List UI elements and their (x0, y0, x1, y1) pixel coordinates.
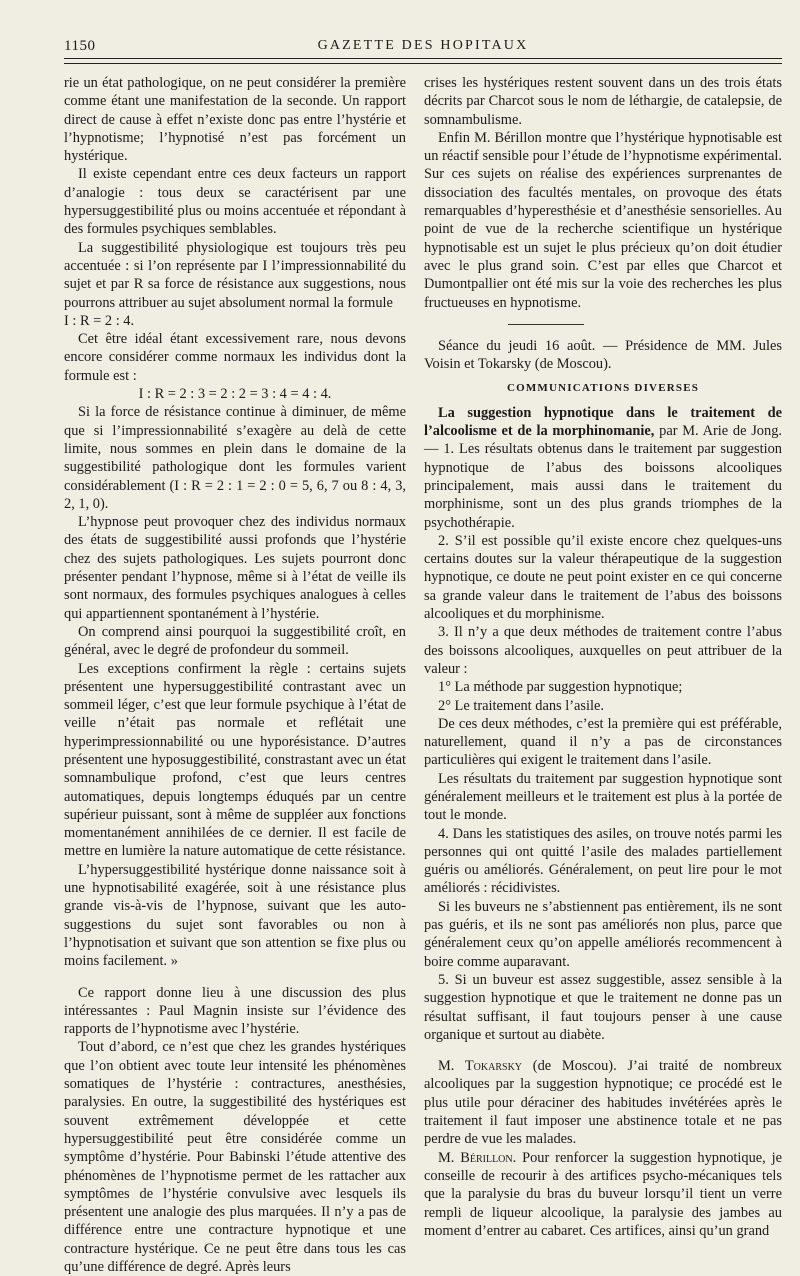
left-column (64, 74, 406, 1276)
paragraph: Il existe cependant entre ces deux facteurs un rapport d’analogie : tous deux se caractérisent par une hypersuggestibilité plus ou moins accentuée et répondant à des formules psychiques semblables. (64, 166, 406, 238)
right-column (424, 74, 782, 1240)
discussion-tokarsky (424, 1057, 782, 1148)
page-header (64, 34, 782, 56)
section-divider (508, 324, 584, 325)
paragraph: rie un état pathologique, on ne peut considérer la première comme étant une manifestation de la seconde. Un rapport direct de cause à effet n’existe donc pas entre l’hystérie et l’hypnotisme; l’hypnotisé n’est pas forcément un hystérique. (64, 75, 406, 165)
paragraph: L’hypersuggestibilité hystérique donne naissance soit à une hypnotisabilité exagérée, soit à une résistance plus grande vis-à-vis de l’hypnose, suivant que les auto-suggestions du sujet sont favorables ou non à l’hypnotisation et suivant que son attention se fixe plus ou moins facilement. » (64, 861, 406, 970)
paragraph: 4. Dans les statistiques des asiles, on trouve notés parmi les personnes qui ont quitté l’asile des malades partiellement guéris ou améliorés. Généralement, on peut lire pour le mot améliorés : récidivistes. (424, 825, 782, 897)
paragraph: Si la force de résistance continue à diminuer, de même que si l’impressionnabilité s’exagère au delà de cette limite, nous sommes en plein dans le domaine de la suggestibilité pathologique dont les formules varient considérablement (I : R = 2 : 1 = 2 : 0 = 5, 6, 7 ou 8 : 4, 3, 2, 1, 0). (64, 404, 406, 512)
paragraph: Si les buveurs ne s’abstiennent pas entièrement, ils ne sont pas guéris, et ils ne sont pas améliorés non plus, parce que généralement ceux qu’on appelle améliorés recommencent à boire comme auparavant. (424, 898, 782, 970)
communication-title-text: La suggestion hypnotique dans le traitement de l’alcoolisme et de la morphinomanie, (424, 404, 782, 440)
running-title: GAZETTE DES HOPITAUX (317, 38, 529, 53)
paragraph: Les exceptions confirment la règle : certains sujets présentent une hypersuggestibilité contrastant avec un sommeil léger, c’est que leur formule psychique à l’état de veille n’était pas normale et reflétait une hyperimpressionnabilité ou une hyporésistance. D’autres présentent une hyposuggestibilité, constrastant avec un état somnambulique profond, c’est que leurs centres automatiques, depuis longtemps éduqués par un centre supérieur puissant, sont à même de suppléer aux fonctions momentanément annihilées de ce dernier. Il est facile de mettre en lumière la nature automatique de cette résistance. (64, 660, 406, 860)
paragraph: Les résultats du traitement par suggestion hypnotique sont généralement meilleurs et le traitement est plus à la portée de tout le monde. (424, 770, 782, 824)
session-heading: Séance du jeudi 16 août. — Présidence de MM. Jules Voisin et Tokarsky (de Moscou). (424, 337, 782, 373)
paragraph: On comprend ainsi pourquoi la suggestibilité croît, en général, avec le degré de profondeur du sommeil. (64, 623, 406, 659)
paragraph: Cet être idéal étant excessivement rare, nous devons encore considérer comme normaux les individus dont la formule est : (64, 331, 406, 384)
paragraph: Tout d’abord, ce n’est que chez les grandes hystériques que l’on obtient avec toute leur intensité les phénomènes somatiques de l’hystérie : contractures, anesthésies, paralysies. En outre, la suggestibilité des hystériques est souvent extrêmement développée et cette hypersuggestibilité peut être considérée comme un symptôme d’hystérie. Pour Babinski l’étude attentive des phénomènes de l’hypnotisme permet de les rattacher aux symptômes de l’hystérie convulsive avec lesquels ils présentent une analogie des plus marquées. Il n’y a pas de différence entre une contracture hypnotique et une contracture hystérique. Ce ne peut être dans tous les cas qu’une différence de degré. Après leurs (64, 1039, 406, 1275)
communication-author: par M. Arie de Jong. — (424, 423, 782, 458)
list-item: 2° Le traitement dans l’asile. (438, 697, 604, 714)
speaker-name: M. Bérillon. (438, 1149, 517, 1166)
paragraph: L’hypnose peut provoquer chez des individus normaux des états de suggestibilité aussi profonds que l’hystérie chez des sujets pathologiques. Les sujets pourront donc présenter pendant l’hypnose, même si à l’état de veille ils sont normaux, des formules psychiques analogues à celles qui appartiennent spontanément à l’hystérie. (64, 514, 406, 622)
discussion-berillon (424, 1149, 782, 1240)
paragraph: 3. Il n’y a que deux méthodes de traitement contre l’abus des boissons alcooliques, auxquelles on peut attribuer de la valeur : (424, 624, 782, 677)
list-item: 1° La méthode par suggestion hypnotique; (438, 679, 683, 696)
speaker-text: (de Moscou). J’ai traité de nombreux alcooliques par la suggestion hypnotique; ce procédé est le plus utile pour déraciner des habitudes invétérées après le traitement il faut imposer une abstinence totale et ne pas perdre de vue les malades. (424, 1058, 782, 1148)
paragraph: 2. S’il est possible qu’il existe encore chez quelques-uns certains doutes sur la valeur thérapeutique de la suggestion hypnotique, ce doute ne peut point exister en ce qui concerne sa grande valeur dans le traitement de l’abus des boissons alcooliques et du morphinisme. (424, 532, 782, 623)
paragraph: Enfin M. Bérillon montre que l’hystérique hypnotisable est un réactif sensible pour l’étude de l’hypnotisme expérimental. Sur ces sujets on réalise des expériences surprenantes de dissociation des facultés mentales, on provoque des états remarquables d’hyperesthésie et d’anesthésie sensorielles. Au point de vue de la recherche scientifique un hystérique hypnotisable est un sujet le plus précieux qu’on doit étudier avec le plus grand soin. C’est par elles que Charcot et Dumontpallier ont été mis sur la voie des recherches les plus fructueuses en hypnotisme. (424, 129, 782, 311)
header-rule (64, 58, 782, 64)
speaker-name: M. Tokarsky (438, 1058, 523, 1075)
paragraph: De ces deux méthodes, c’est la première qui est préférable, naturellement, quand il n’y a pas de circonstances particulières qui exigent le traitement dans l’asile. (424, 715, 782, 769)
paragraph: La suggestibilité physiologique est toujours très peu accentuée : si l’on représente par I l’impressionnabilité du sujet et par R sa force de résistance aux suggestions, nous pourrons attribuer au sujet absolument normal la formule (64, 239, 406, 311)
paragraph: Ce rapport donne lieu à une discussion des plus intéressantes : Paul Magnin insiste sur l’évidence des rapports de l’hypnotisme avec l’hystérie. (64, 984, 406, 1038)
page-number: 1150 (64, 38, 96, 54)
paragraph: 1. Les résultats obtenus dans le traitement par suggestion hypnotique de l’abus des boissons alcooliques principalement, mais aussi dans le traitement du morphinisme, sont un des plus grands triomphes de la psychothérapie. (424, 441, 782, 531)
speaker-text: Pour renforcer la suggestion hypnotique, je conseille de recourir à des artifices psycho-mécaniques tels que la paralysie du bras du buveur lorsqu’il tient un verre rempli de liqueur alcoolique, la paralysie des jambes au moment d’entrer au cabaret. Ces artifices, ainsi qu’un grand (424, 1149, 783, 1239)
paragraph: crises les hystériques restent souvent dans un des trois états décrits par Charcot sous le nom de léthargie, de catalepsie, de somnambulisme. (424, 75, 782, 128)
formula: I : R = 2 : 4. (64, 312, 135, 329)
paragraph: 5. Si un buveur est assez suggestible, assez sensible à la suggestion hypnotique et que le traitement ne donne pas un résultat suffisant, il faut toujours penser à une cause organique et surtout au diabète. (424, 971, 782, 1043)
formula: I : R = 2 : 3 = 2 : 2 = 3 : 4 = 4 : 4. (138, 386, 332, 403)
section-heading: COMMUNICATIONS DIVERSES (506, 382, 700, 395)
communication-title (424, 404, 782, 532)
